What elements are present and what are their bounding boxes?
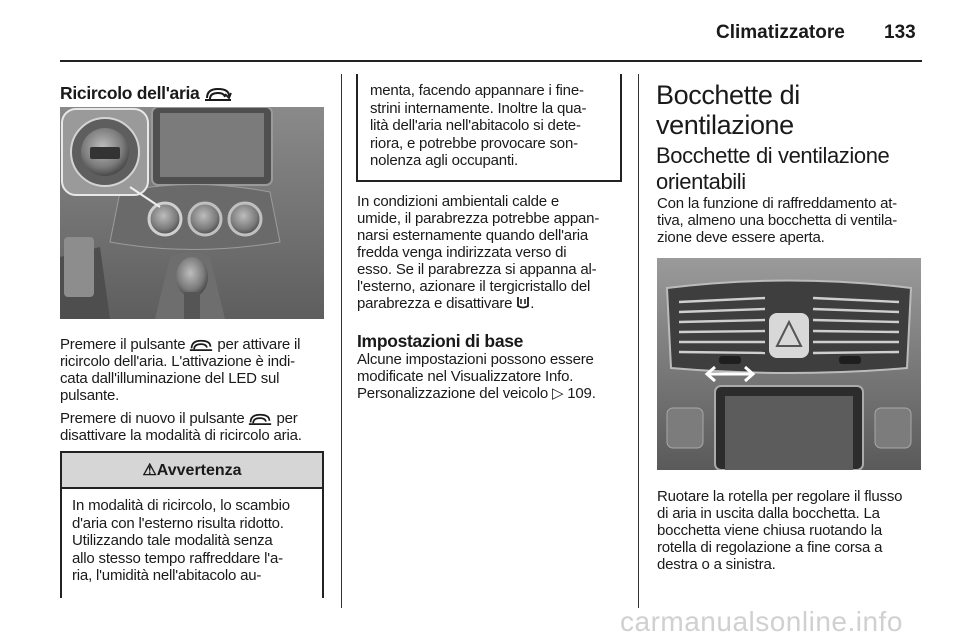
section-heading-adjustable-vents: Bocchette di ventilazione orientabili xyxy=(656,143,890,194)
warning-box xyxy=(60,451,324,598)
warning-header: ⚠Avvertenza xyxy=(62,453,322,489)
column-divider-1 xyxy=(341,74,342,608)
header-divider xyxy=(60,60,922,62)
section-heading-recirculation: Ricircolo dell'aria xyxy=(60,82,330,104)
page-reference-link[interactable]: 109. xyxy=(567,385,596,402)
page-header-title: Climatizzatore xyxy=(716,22,845,43)
watermark: carmanualsonline.info xyxy=(620,606,903,637)
dashboard-illustration xyxy=(60,107,324,319)
page-number: 133 xyxy=(884,22,916,43)
warning-triangle-icon: ⚠ xyxy=(142,462,157,479)
figure-climate-controls xyxy=(60,107,324,319)
recirculation-icon xyxy=(248,412,272,426)
recirculation-icon xyxy=(189,338,213,352)
figure-center-vents xyxy=(657,258,921,470)
section-heading-basic-settings: Impostazioni di base xyxy=(357,331,524,351)
page-reference-arrow-icon: ▷ xyxy=(551,385,564,402)
basic-settings-paragraph: Alcune impostazioni possono essere modificate nel Visualizzatore Info. Personalizzazione del veicolo ▷ 109. xyxy=(357,351,596,402)
column-divider-2 xyxy=(638,74,639,608)
recirculation-icon xyxy=(204,86,232,102)
warning-text: In modalità di ricircolo, lo scambio d'aria con l'esterno risulta ridotto. Utilizzando tale modalità senza allo stesso tempo raffreddare l'a- ria, l'umidità nell'abitacolo au- xyxy=(72,497,290,584)
defrost-icon xyxy=(516,296,530,309)
vents-illustration xyxy=(657,258,921,470)
vents-intro-paragraph: Con la funzione di raffreddamento at- tiva, almeno una bocchetta di ventila- zione deve essere aperta. xyxy=(657,195,898,246)
chapter-heading-vents: Bocchette di ventilazione xyxy=(656,80,800,140)
recirculation-paragraph-2: Premere di nuovo il pulsante per disattivare la modalità di ricircolo aria. xyxy=(60,410,302,444)
warning-box-continued: menta, facendo appannare i fine- strini internamente. Inoltre la qua- lità dell'aria nell'abitacolo si dete- riora, e potrebbe provocare son- nolenza agli occupanti. xyxy=(356,74,622,182)
vents-adjust-paragraph: Ruotare la rotella per regolare il flusso di aria in uscita dalla bocchetta. La bocchetta viene chiusa ruotando la rotella di regolazione a fine corsa a destra o a sinistra. xyxy=(657,488,903,573)
recirculation-paragraph-1: Premere il pulsante per attivare il ricircolo dell'aria. L'attivazione è indi- cata dall'illuminazione del LED sul pulsante. xyxy=(60,336,301,404)
windscreen-paragraph: In condizioni ambientali calde e umide, il parabrezza potrebbe appan- narsi esternamente quando dell'aria fredda venga indirizzata verso di esso. Se il parabrezza si appanna al- l'esterno, azionare il tergicristallo del parabrezza e disattivare . xyxy=(357,193,600,312)
